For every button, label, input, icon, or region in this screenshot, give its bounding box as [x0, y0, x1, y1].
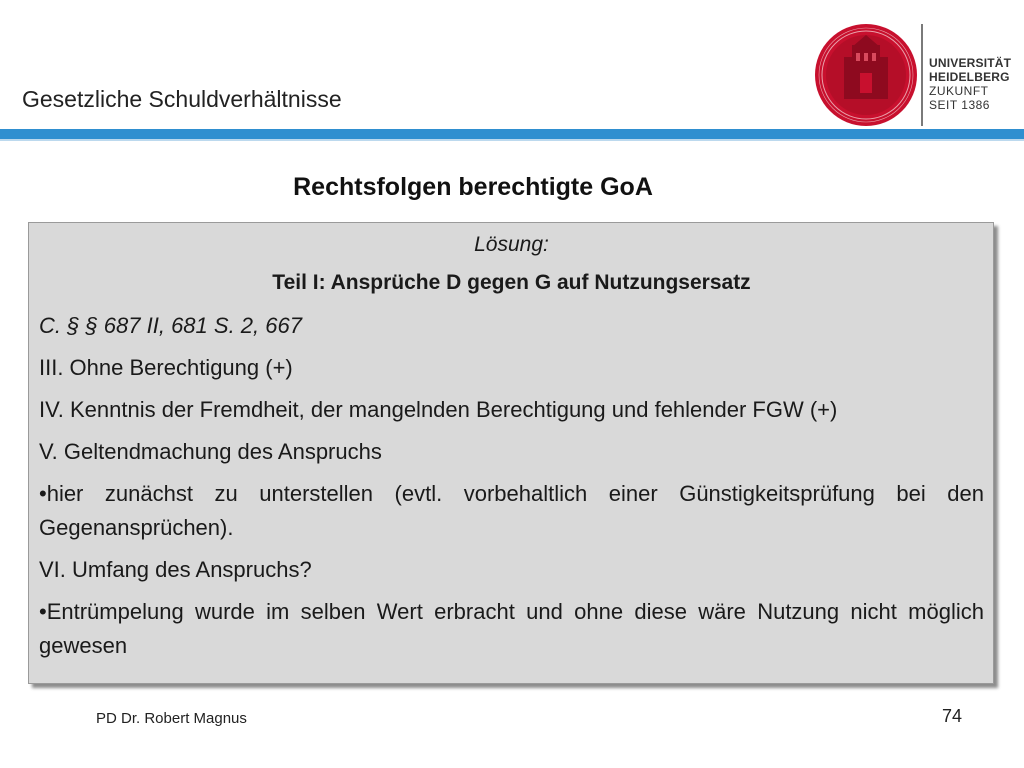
content-line-4: V. Geltendmachung des Anspruchs: [39, 439, 382, 464]
university-wordmark: [929, 56, 1011, 112]
header-title: Gesetzliche Schuldverhältnisse: [22, 86, 342, 112]
footer-author: PD Dr. Robert Magnus: [96, 710, 247, 727]
content-line-7: •Entrümpelung wurde im selben Wert erbracht und ohne diese wäre Nutzung nicht möglich gewesen: [39, 599, 984, 658]
logo-line-1: UNIVERSITÄT: [929, 56, 1012, 70]
content-line-2: III. Ohne Berechtigung (+): [39, 355, 293, 380]
content-line-5: •hier zunächst zu unterstellen (evtl. vorbehaltlich einer Günstigkeitsprüfung bei den Gegenansprüchen).: [39, 481, 984, 540]
logo-line-3: ZUKUNFT: [929, 84, 989, 98]
logo-line-2: HEIDELBERG: [929, 70, 1010, 84]
content-line-6: VI. Umfang des Anspruchs?: [39, 557, 312, 582]
content-line-1: C. § § 687 II, 681 S. 2, 667: [39, 313, 302, 338]
solution-heading: Lösung:: [474, 233, 549, 256]
solution-box: [28, 222, 994, 684]
logo-divider: [921, 24, 923, 126]
header-divider-bar: [0, 129, 1024, 139]
solution-subheading: Teil I: Ansprüche D gegen G auf Nutzungsersatz: [272, 271, 751, 294]
logo-line-4: SEIT 1386: [929, 98, 990, 112]
university-seal-logo: [814, 23, 918, 127]
slide-title: Rechtsfolgen berechtigte GoA: [293, 173, 653, 201]
content-line-3: IV. Kenntnis der Fremdheit, der mangelnden Berechtigung und fehlender FGW (+): [39, 397, 838, 422]
page-number: 74: [942, 706, 963, 726]
header-divider-shadow: [0, 139, 1024, 141]
